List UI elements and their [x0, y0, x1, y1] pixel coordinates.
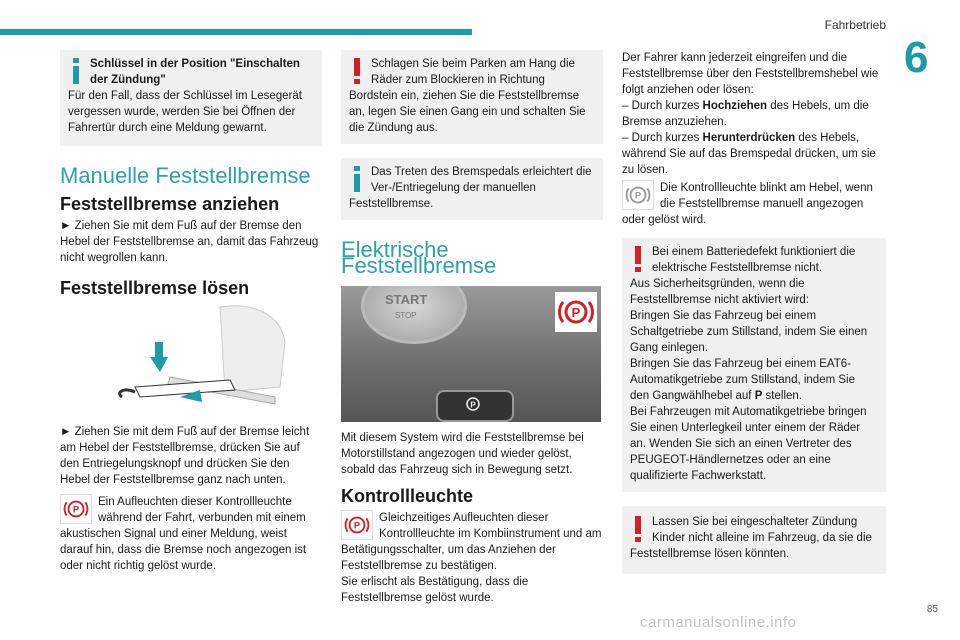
column-3 — [622, 50, 886, 588]
warning-light-text: Ein Aufleuchten dieser Kontrollleuchte während der Fahrt, verbunden mit einem akustischen Signal und einer Meldung, weist darauf hin, dass die Bremse noch angezogen ist oder nicht richtig gelöst wurde. — [60, 496, 307, 572]
warning-light-off-text: Sie erlischt als Bestätigung, dass die Feststellbremse gelöst wurde. — [341, 576, 529, 604]
svg-text:P: P — [634, 190, 642, 201]
start-label: START — [385, 292, 428, 307]
column-1 — [60, 50, 322, 580]
warning-icon — [630, 244, 646, 274]
heading-release-brake: Feststellbremse lösen — [60, 278, 250, 298]
warning-icon — [349, 56, 365, 86]
handbrake-lever-illustration — [110, 302, 310, 412]
section-title: Fahrbetrieb — [824, 18, 886, 32]
list-item: – Durch kurzes Hochziehen des Hebels, um die Bremse anzuziehen. — [622, 100, 869, 128]
parking-brake-warning-icon — [60, 494, 92, 524]
warning-light-text: Gleichzeitiges Aufleuchten dieser Kontrollleuchte im Kombiinstrument und am Betätigungsschalter, um das Anziehen der Feststellbremse zu bestätigen. — [341, 512, 602, 572]
info-box — [60, 50, 322, 146]
warning-text: Aus Sicherheitsgründen, wenn die Feststellbremse nicht aktiviert wird: — [630, 278, 809, 306]
top-accent-bar — [0, 29, 472, 35]
parking-brake-icon — [461, 394, 485, 414]
info-heading: Schlüssel in der Position "Einschalten der Zündung" — [90, 58, 300, 86]
warning-text: Schlagen Sie beim Parken am Hang die Räder zum Blockieren in Richtung Bordstein ein, ziehen Sie die Feststellbremse an, legen Sie einen Gang ein und schalten Sie die Zündung aus. — [349, 58, 586, 134]
svg-text:P: P — [353, 520, 361, 531]
driver-intervention-text: Der Fahrer kann jederzeit eingreifen und die Feststellbremse über den Feststellbremshebel wie folgt anziehen oder lösen: — [622, 52, 879, 96]
warning-text: Bei einem Batteriedefekt funktioniert die elektrische Feststellbremse nicht. — [652, 246, 856, 274]
warning-text: Lassen Sie bei eingeschalteter Zündung Kinder nicht alleine im Fahrzeug, da sie die Feststellbremse lösen könnten. — [630, 516, 872, 560]
parking-brake-lever-icon — [622, 180, 654, 210]
apply-instruction: ► Ziehen Sie mit dem Fuß auf der Bremse den Hebel der Feststellbremse an, damit das Fahrzeug nicht wegrollen kann. — [60, 220, 319, 264]
chapter-number: 6 — [904, 33, 929, 82]
column-2 — [341, 50, 603, 612]
warning-light-paragraph — [60, 494, 322, 574]
warning-box — [341, 50, 603, 144]
info-icon — [349, 164, 365, 194]
watermark: carmanualsonline.info — [640, 614, 797, 631]
page-number: 85 — [926, 604, 938, 615]
parking-brake-warning-icon — [555, 292, 597, 332]
stop-label: STOP — [395, 311, 417, 320]
warning-text: Bei Fahrzeugen mit Automatikgetriebe bringen Sie einen Unterlegkeil unter einem der Räder an. Wenden Sie sich an einen Vertreter des PEUGEOT-Händlernetzes oder an eine qualifizierte Fachwerkstatt. — [630, 406, 867, 482]
info-text: Das Treten des Bremspedals erleichtert die Ver-/Entriegelung der manuellen Feststellbremse. — [349, 166, 592, 210]
heading-warning-light: Kontrollleuchte — [341, 486, 474, 506]
release-instruction: ► Ziehen Sie mit dem Fuß auf der Bremse leicht am Hebel der Feststellbremse, drücken Sie auf den Entriegelungsknopf und drücken Sie den Hebel der Feststellbremse ganz nach unten. — [60, 426, 310, 486]
blinking-light-text: Die Kontrollleuchte blinkt am Hebel, wenn die Feststellbremse manuell angezogen oder gelöst wird. — [622, 182, 873, 226]
warning-box — [622, 238, 886, 492]
warning-text: Bringen Sie das Fahrzeug bei einem Schaltgetriebe zum Stillstand, indem Sie einen Gang einlegen. — [630, 310, 868, 354]
warning-box — [622, 506, 886, 574]
info-text: Für den Fall, dass der Schlüssel im Lesegerät vergessen wurde, werden Sie bei Öffnen der Fahrertür durch eine Meldung gewarnt. — [68, 90, 302, 134]
electric-brake-text: Mit diesem System wird die Feststellbremse bei Motorstillstand angezogen und wieder gelöst, sobald das Fahrzeug sich in Bewegung setzt. — [341, 432, 584, 476]
info-icon — [68, 56, 84, 86]
warning-icon — [630, 514, 646, 544]
parking-brake-warning-icon — [341, 510, 373, 540]
list-item: – Durch kurzes Herunterdrücken des Hebels, während Sie auf das Bremspedal drücken, um sie zu lösen. — [622, 132, 876, 176]
heading-apply-brake: Feststellbremse anziehen — [60, 194, 280, 214]
heading-manual-brake: Manuelle Feststellbremse — [60, 163, 311, 188]
info-box — [341, 158, 603, 220]
svg-text:P: P — [470, 400, 476, 410]
svg-text:P: P — [72, 504, 80, 515]
heading-electric-brake: Elektrische Feststellbremse — [341, 237, 497, 278]
svg-text:P: P — [571, 305, 581, 320]
warning-text: Bringen Sie das Fahrzeug bei einem EAT6-Automatikgetriebe zum Stillstand, indem Sie den Gangwählhebel auf P stellen. — [630, 358, 855, 402]
console-photo — [341, 286, 601, 422]
